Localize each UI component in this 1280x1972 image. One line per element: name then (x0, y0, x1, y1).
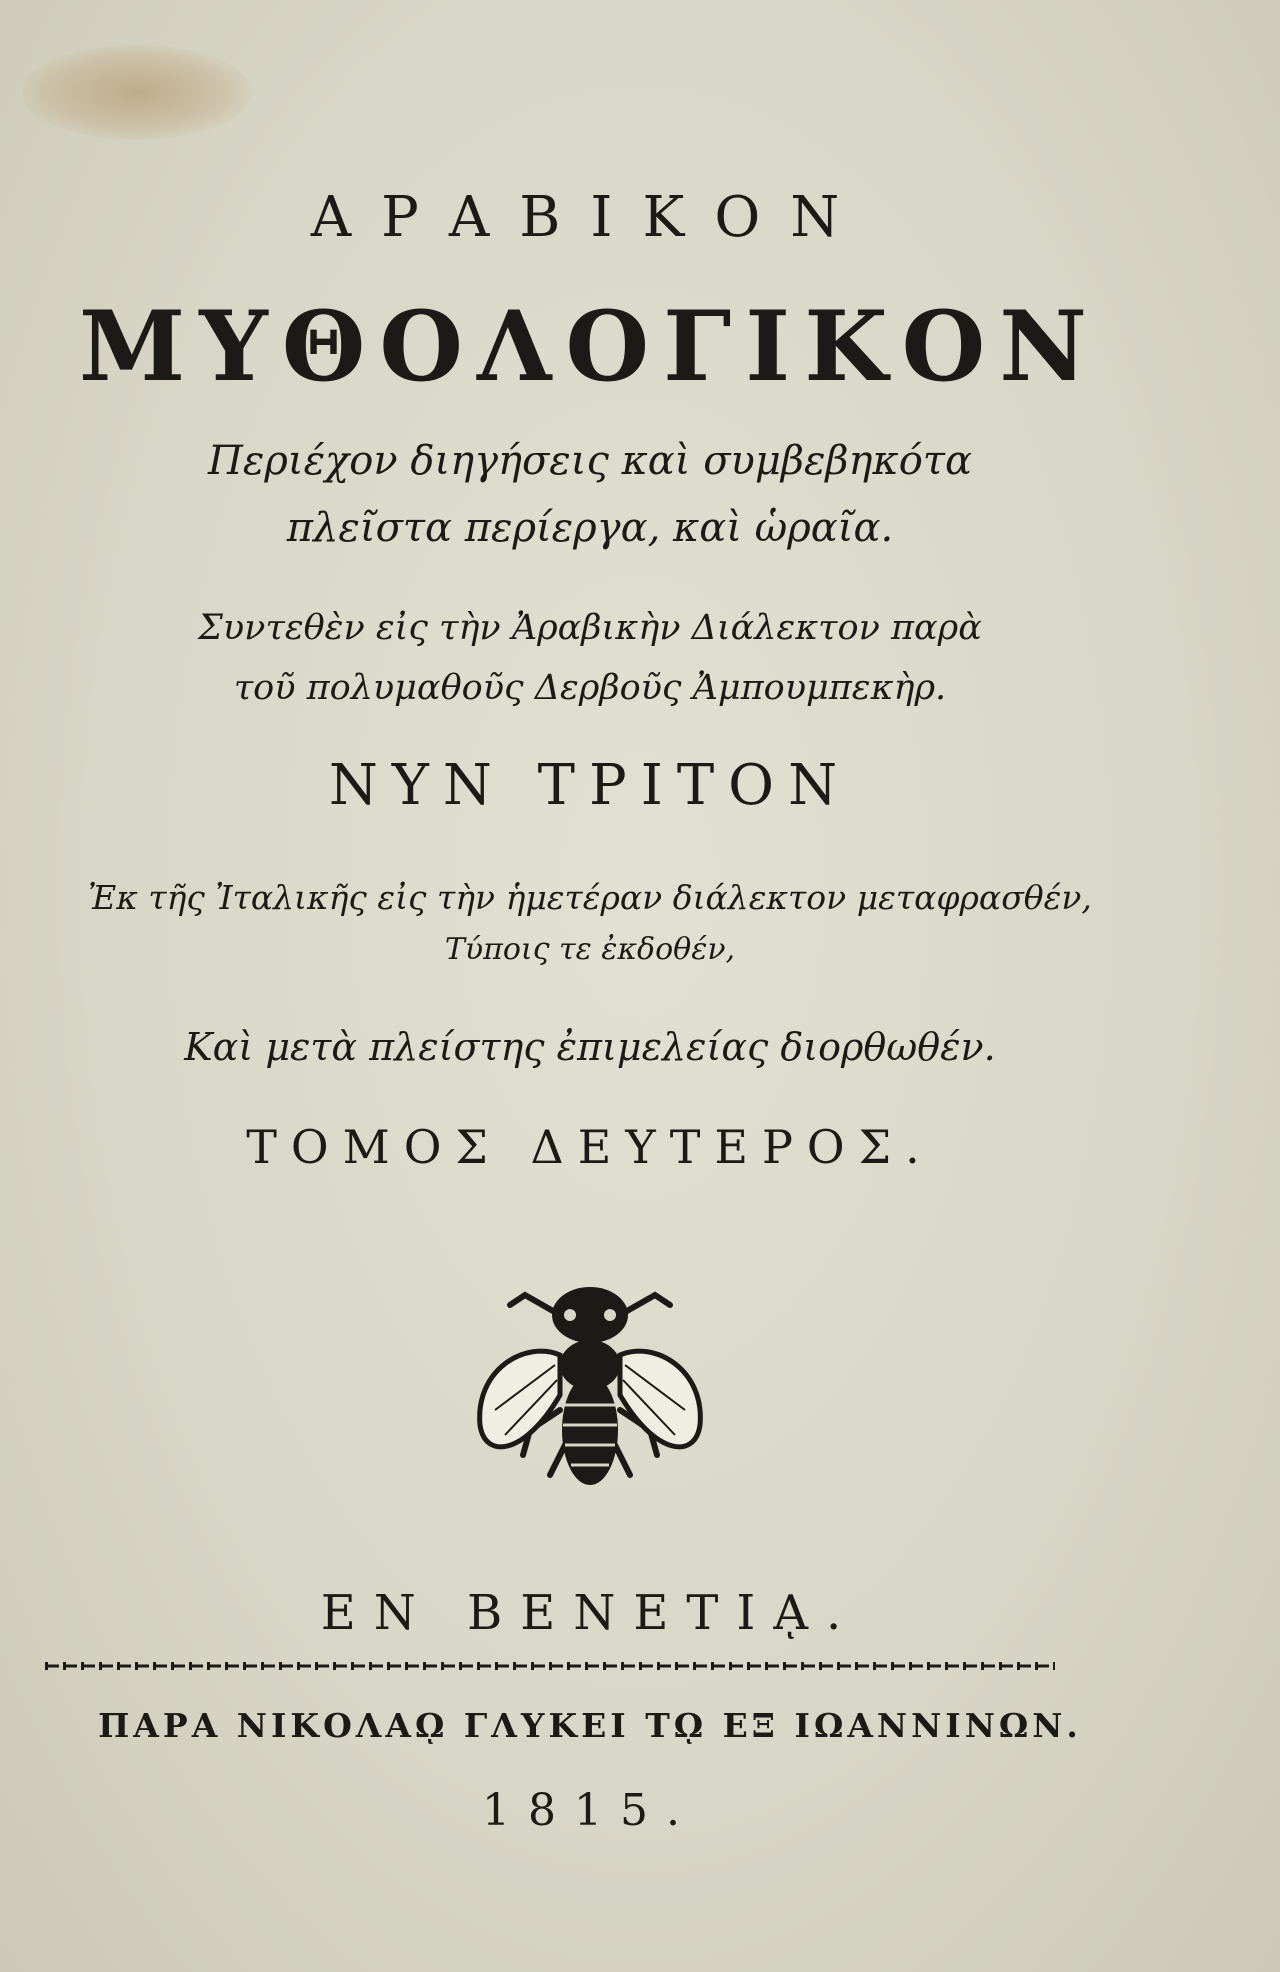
title-line-2: ΜΥΘΟΛΟΓΙΚΟΝ (78, 290, 1102, 403)
volume-line: ΤΟΜΟΣ ΔΕΥΤΕΡΟΣ. (246, 1120, 934, 1174)
bee-printer-mark-icon (465, 1260, 715, 1500)
subtitle-line-2: πλεῖστα περίεργα, καὶ ὡραῖα. (286, 505, 894, 551)
author-line-2: τοῦ πολυμαθοῦς Δερβοῦς Ἀμπουμπεκὴρ. (233, 668, 947, 708)
title-line-1: ΑΡΑΒΙΚΟΝ (310, 185, 870, 250)
correction-line: Καὶ μετὰ πλείστης ἐπιμελείας διορθωθέν. (184, 1025, 996, 1069)
place-line: ΕΝ ΒΕΝΕΤΙᾼ. (320, 1585, 860, 1641)
author-line-1: Συντεθὲν εἰς τὴν Ἀραβικὴν Διάλεκτον παρὰ (198, 608, 982, 648)
translation-line-2: Τύποις τε ἐκδοθέν, (444, 932, 736, 967)
year-line: 1815. (482, 1785, 698, 1836)
ornamental-rule (45, 1660, 1055, 1672)
edition-line: ΝΥΝ ΤΡΙΤΟΝ (328, 753, 852, 818)
printer-line: ΠΑΡΑ ΝΙΚΟΛΑῼ ΓΛΥΚΕΙ Τῼ ΕΞ ΙΩΑΝΝΙΝΩΝ. (98, 1706, 1082, 1745)
paper-stain (22, 45, 252, 140)
subtitle-line-1: Περιέχον διηγήσεις καὶ συμβεβηκότα (208, 438, 972, 484)
translation-line-1: Ἐκ τῆς Ἰταλικῆς εἰς τὴν ἡμετέραν διάλεκτον μεταφρασθέν, (88, 878, 1092, 917)
